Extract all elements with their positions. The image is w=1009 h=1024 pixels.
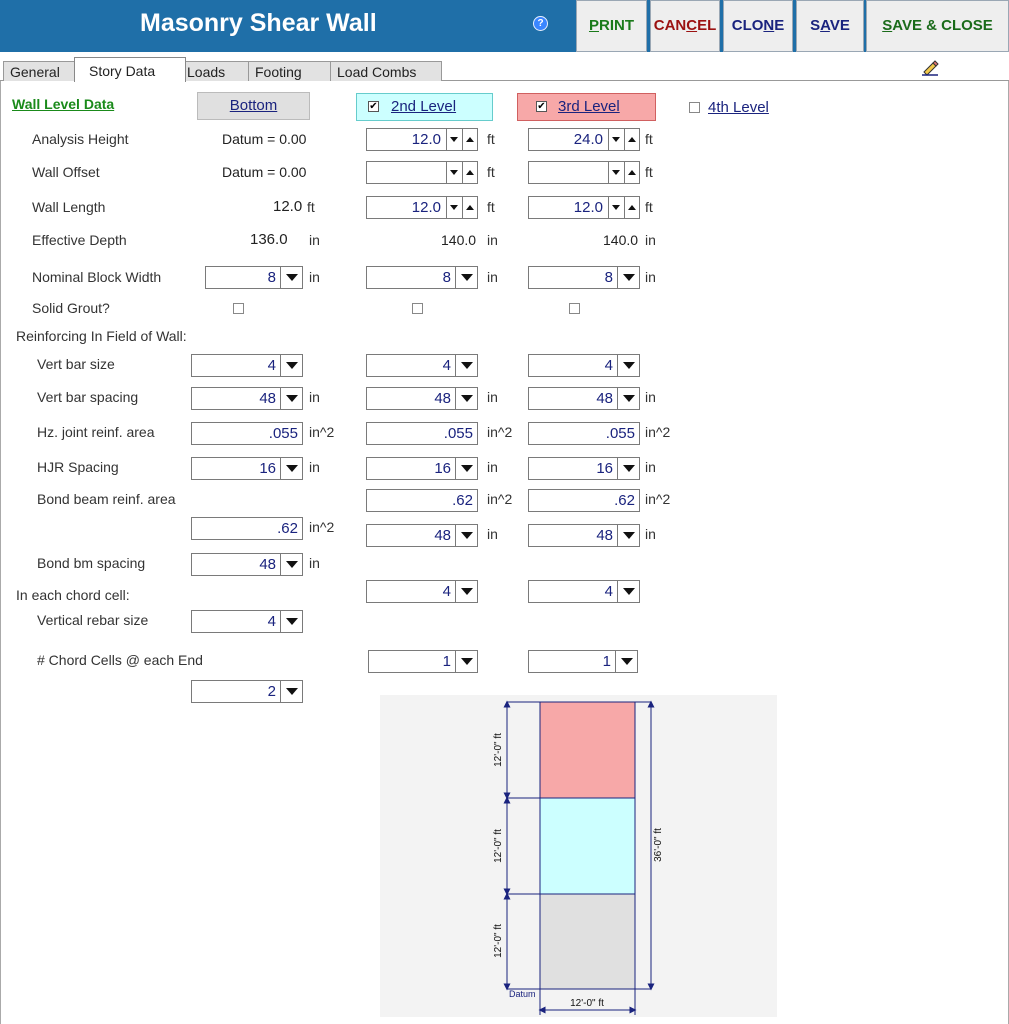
effective-depth-bottom-unit: in <box>309 232 320 248</box>
level-bottom-header[interactable]: Bottom <box>197 92 310 120</box>
vert-bar-spacing-l2-unit: in <box>487 389 498 405</box>
spin-up-icon[interactable] <box>624 197 639 218</box>
app-title: Masonry Shear Wall <box>140 9 377 37</box>
wall-elevation-diagram <box>380 695 777 1017</box>
tab-general[interactable]: General <box>3 61 83 81</box>
level-3rd-header[interactable]: 3rd Level <box>517 93 656 121</box>
bond-beam-reinf-area-l3-input[interactable]: .62 <box>528 489 640 512</box>
chevron-down-icon[interactable] <box>455 525 477 546</box>
chord-cells-l3-select[interactable]: 1 <box>528 650 638 673</box>
level-3rd-checkbox[interactable]: ✔ <box>537 101 546 112</box>
analysis-height-label: Analysis Height <box>32 131 129 147</box>
story-1-height-label: 12'-0" ft <box>493 924 504 958</box>
chevron-down-icon[interactable] <box>280 554 302 575</box>
bond-bm-spacing-label: Bond bm spacing <box>37 555 146 571</box>
chevron-down-icon[interactable] <box>617 388 639 409</box>
chevron-down-icon[interactable] <box>455 388 477 409</box>
vert-bar-spacing-bottom-unit: in <box>309 389 320 405</box>
bond-beam-reinf-area-l2-input[interactable]: .62 <box>366 489 478 512</box>
effective-depth-l3-unit: in <box>645 232 656 248</box>
vert-bar-spacing-bottom-select[interactable]: 48 <box>191 387 303 410</box>
hjr-spacing-l2-select[interactable]: 16 <box>366 457 478 480</box>
vert-bar-size-l3-select[interactable]: 4 <box>528 354 640 377</box>
spin-down-icon[interactable] <box>446 129 461 150</box>
level-4th-header[interactable]: 4th Level <box>708 99 769 116</box>
hjr-spacing-l2-unit: in <box>487 459 498 475</box>
spin-down-icon[interactable] <box>608 129 623 150</box>
tab-load-combs[interactable]: Load Combs <box>330 61 442 81</box>
level-2nd-header[interactable]: 2nd Level <box>356 93 493 121</box>
save-button[interactable]: SAVE <box>796 0 864 52</box>
nominal-block-width-label: Nominal Block Width <box>32 269 162 285</box>
wall-length-l3-input[interactable]: 12.0 <box>528 196 640 219</box>
bond-bm-spacing-l2-unit: in <box>487 526 498 542</box>
wall-offset-bottom-value: Datum = 0.00 <box>222 164 307 180</box>
nominal-block-width-l3-unit: in <box>645 269 656 285</box>
chord-rebar-size-l3-select[interactable]: 4 <box>528 580 640 603</box>
hz-joint-reinf-area-l2-unit: in^2 <box>487 424 513 440</box>
spin-down-icon[interactable] <box>446 197 461 218</box>
analysis-height-l3-input[interactable]: 24.0 <box>528 128 640 151</box>
wall-level-data-title: Wall Level Data <box>12 96 115 112</box>
bond-bm-spacing-bottom-unit: in <box>309 555 320 571</box>
chevron-down-icon[interactable] <box>280 355 302 376</box>
nominal-block-width-l3-select[interactable]: 8 <box>528 266 640 289</box>
solid-grout-l2-checkbox[interactable] <box>412 303 423 314</box>
effective-depth-l3-value: 140.0 <box>603 232 639 248</box>
save-and-close-button[interactable]: SAVE & CLOSE <box>866 0 1009 52</box>
solid-grout-label: Solid Grout? <box>32 300 110 316</box>
hz-joint-reinf-area-l3-unit: in^2 <box>645 424 671 440</box>
chevron-down-icon[interactable] <box>617 267 639 288</box>
spin-up-icon[interactable] <box>624 162 639 183</box>
level-2nd-checkbox[interactable]: ✔ <box>369 101 378 112</box>
chord-rebar-size-l2-select[interactable]: 4 <box>366 580 478 603</box>
chevron-down-icon[interactable] <box>615 651 637 672</box>
wall-offset-label: Wall Offset <box>32 164 100 180</box>
chevron-down-icon[interactable] <box>617 355 639 376</box>
effective-depth-l2-value: 140.0 <box>441 232 477 248</box>
vert-bar-spacing-l3-unit: in <box>645 389 656 405</box>
wall-length-l3-unit: ft <box>645 199 653 215</box>
bond-bm-spacing-l3-select[interactable]: 48 <box>528 524 640 547</box>
chevron-down-icon[interactable] <box>617 525 639 546</box>
hz-joint-reinf-area-bottom-input[interactable]: .055 <box>191 422 303 445</box>
chord-cells-bottom-select[interactable]: 2 <box>191 680 303 703</box>
spin-up-icon[interactable] <box>462 197 477 218</box>
print-button[interactable]: PRINT <box>576 0 647 52</box>
wall-length-bottom-value: 12.0 <box>273 198 303 215</box>
solid-grout-bottom-checkbox[interactable] <box>233 303 244 314</box>
analysis-height-l2-input[interactable]: 12.0 <box>366 128 478 151</box>
vert-bar-size-l2-select[interactable]: 4 <box>366 354 478 377</box>
datum-label: Datum <box>509 989 536 999</box>
analysis-height-l3-unit: ft <box>645 131 653 147</box>
reinforcing-field-header: Reinforcing In Field of Wall: <box>16 328 187 344</box>
chord-cells-label: # Chord Cells @ each End <box>37 652 203 668</box>
bond-bm-spacing-l2-select[interactable]: 48 <box>366 524 478 547</box>
hjr-spacing-bottom-unit: in <box>309 459 320 475</box>
chevron-down-icon[interactable] <box>455 581 477 602</box>
spin-down-icon[interactable] <box>608 197 623 218</box>
clone-button[interactable]: CLONE <box>723 0 793 52</box>
story-3-height-label: 12'-0" ft <box>493 733 504 767</box>
tab-loads[interactable]: Loads <box>180 61 252 81</box>
chevron-down-icon[interactable] <box>280 388 302 409</box>
hz-joint-reinf-area-bottom-unit: in^2 <box>309 424 335 440</box>
vert-bar-spacing-label: Vert bar spacing <box>37 389 139 405</box>
effective-depth-bottom-value: 136.0 <box>250 231 288 248</box>
bond-beam-reinf-area-bottom-input[interactable]: .62 <box>191 517 303 540</box>
chevron-down-icon[interactable] <box>455 267 477 288</box>
spin-up-icon[interactable] <box>462 162 477 183</box>
spin-down-icon[interactable] <box>446 162 461 183</box>
chord-cell-header: In each chord cell: <box>16 587 130 603</box>
wall-length-l2-input[interactable]: 12.0 <box>366 196 478 219</box>
hjr-spacing-l3-unit: in <box>645 459 656 475</box>
chevron-down-icon[interactable] <box>280 611 302 632</box>
solid-grout-l3-checkbox[interactable] <box>569 303 580 314</box>
wall-length-label: Wall Length <box>32 199 106 215</box>
spin-up-icon[interactable] <box>462 129 477 150</box>
bond-beam-reinf-area-l2-unit: in^2 <box>487 491 513 507</box>
hjr-spacing-bottom-select[interactable]: 16 <box>191 457 303 480</box>
vertical-rebar-size-label: Vertical rebar size <box>37 612 149 628</box>
wall-length-l2-unit: ft <box>487 199 495 215</box>
hz-joint-reinf-area-label: Hz. joint reinf. area <box>37 424 155 440</box>
nominal-block-width-bottom-unit: in <box>309 269 320 285</box>
wall-offset-l3-input[interactable] <box>528 161 640 184</box>
story-2-height-label: 12'-0" ft <box>493 829 504 863</box>
level-3-wall-block <box>540 702 635 798</box>
vert-bar-size-bottom-select[interactable]: 4 <box>191 354 303 377</box>
wall-offset-l3-unit: ft <box>645 164 653 180</box>
hjr-spacing-label: HJR Spacing <box>37 459 119 475</box>
level-4th-checkbox[interactable] <box>689 102 700 113</box>
bond-bm-spacing-l3-unit: in <box>645 526 656 542</box>
analysis-height-l2-unit: ft <box>487 131 495 147</box>
bond-beam-reinf-area-l3-unit: in^2 <box>645 491 671 507</box>
wall-length-bottom-unit: ft <box>307 199 315 215</box>
vert-bar-spacing-l3-select[interactable]: 48 <box>528 387 640 410</box>
wall-offset-l2-unit: ft <box>487 164 495 180</box>
bond-beam-reinf-area-label: Bond beam reinf. area <box>37 491 176 507</box>
chevron-down-icon[interactable] <box>280 681 302 702</box>
tab-story-data[interactable]: Story Data <box>74 57 186 82</box>
chevron-down-icon[interactable] <box>280 458 302 479</box>
nominal-block-width-l2-unit: in <box>487 269 498 285</box>
nominal-block-width-bottom-select[interactable]: 8 <box>205 266 303 289</box>
chevron-down-icon[interactable] <box>617 581 639 602</box>
edit-pencil-icon[interactable] <box>921 60 939 76</box>
spin-up-icon[interactable] <box>624 129 639 150</box>
level-2-wall-block <box>540 798 635 894</box>
wall-offset-l2-input[interactable] <box>366 161 478 184</box>
analysis-height-bottom-value: Datum = 0.00 <box>222 131 307 147</box>
tab-footing[interactable]: Footing <box>248 61 332 81</box>
help-icon[interactable]: ? <box>533 16 548 31</box>
vert-bar-spacing-l2-select[interactable]: 48 <box>366 387 478 410</box>
nominal-block-width-l2-select[interactable]: 8 <box>366 266 478 289</box>
bond-beam-reinf-area-bottom-unit: in^2 <box>309 519 335 535</box>
chevron-down-icon[interactable] <box>455 651 477 672</box>
effective-depth-l2-unit: in <box>487 232 498 248</box>
chord-cells-l2-select[interactable]: 1 <box>368 650 478 673</box>
spin-down-icon[interactable] <box>608 162 623 183</box>
bond-bm-spacing-bottom-select[interactable]: 48 <box>191 553 303 576</box>
wall-length-diagram-label: 12'-0" ft <box>570 998 604 1009</box>
chevron-down-icon[interactable] <box>617 458 639 479</box>
hz-joint-reinf-area-l3-input[interactable]: .055 <box>528 422 640 445</box>
wall-elevation-svg <box>380 695 777 1017</box>
bottom-wall-block <box>540 894 635 989</box>
effective-depth-label: Effective Depth <box>32 232 127 248</box>
chevron-down-icon[interactable] <box>455 458 477 479</box>
vertical-rebar-size-bottom-select[interactable]: 4 <box>191 610 303 633</box>
chevron-down-icon[interactable] <box>455 355 477 376</box>
cancel-button[interactable]: CANCEL <box>650 0 720 52</box>
chevron-down-icon[interactable] <box>280 267 302 288</box>
hjr-spacing-l3-select[interactable]: 16 <box>528 457 640 480</box>
total-height-label: 36'-0" ft <box>653 828 664 862</box>
vert-bar-size-label: Vert bar size <box>37 356 115 372</box>
hz-joint-reinf-area-l2-input[interactable]: .055 <box>366 422 478 445</box>
